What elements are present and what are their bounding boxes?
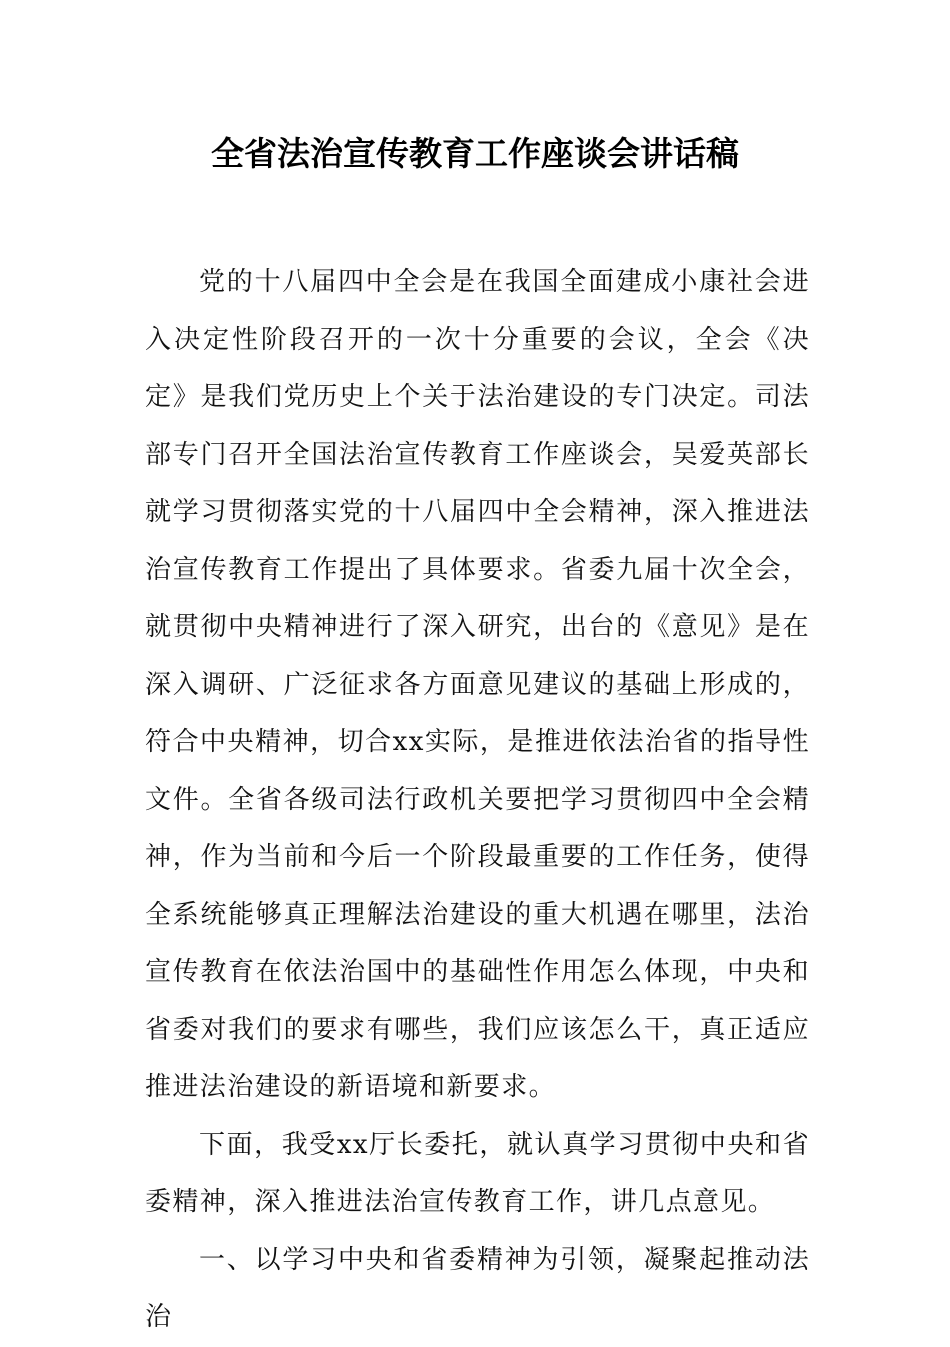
paragraph: 下面，我受xx厅长委托，就认真学习贯彻中央和省委精神，深入推进法治宣传教育工作，讲几点意见。 (145, 1129, 810, 1217)
paragraph: 党的十八届四中全会是在我国全面建成小康社会进入决定性阶段召开的一次十分重要的会议，全会《决定》是我们党历史上个关于法治建设的专门决定。司法部专门召开全国法治宣传教育工作座谈会，吴爱英部长就学习贯彻落实党的十八届四中全会精神，深入推进法治宣传教育工作提出了具体要求。省委九届十次全会，就贯彻中央精神进行了深入研究，出台的《意见》是在深入调研、广泛征求各方面意见建议的基础上形成的，符合中央精神，切合xx实际，是推进依法治省的指导性文件。全省各级司法行政机关要把学习贯彻四中全会精神，作为当前和今后一个阶段最重要的工作任务，使得全系统能够真正理解法治建设的重大机遇在哪里，法治宣传教育在依法治国中的基础性作用怎么体现，中央和省委对我们的要求有哪些，我们应该怎么干，真正适应推进法治建设的新语境和新要求。 (145, 267, 810, 1102)
document-title: 全省法治宣传教育工作座谈会讲话稿 (211, 134, 739, 173)
paragraph: 一、以学习中央和省委精神为引领，凝聚起推动法治 (145, 1244, 810, 1332)
document-body (145, 254, 810, 1347)
